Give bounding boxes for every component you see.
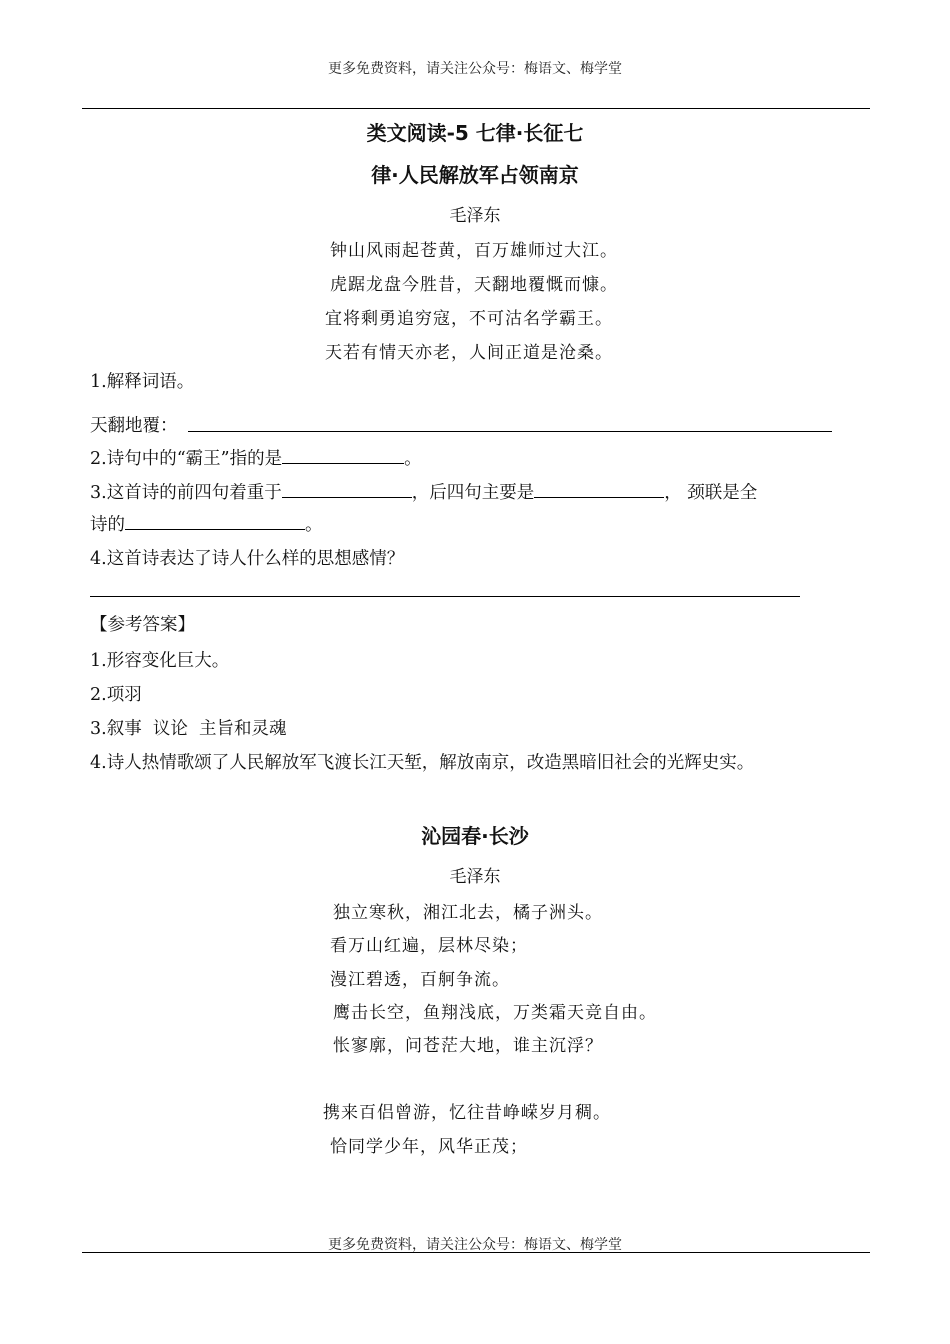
poem-line: 怅寥廓，问苍茫大地，谁主沉浮？ xyxy=(333,1036,603,1056)
answers-heading: 【参考答案】 xyxy=(90,615,195,635)
answer-blank-line xyxy=(188,431,832,432)
question-1-term: 天翻地覆： xyxy=(90,416,178,436)
poem-line: 虎踞龙盘今胜昔，天翻地覆慨而慷。 xyxy=(330,275,618,295)
header-rule xyxy=(82,108,870,109)
poem-line: 恰同学少年，风华正茂； xyxy=(330,1137,528,1157)
answer-item: 4.诗人热情歌颂了人民解放军飞渡长江天堑，解放南京，改造黑暗旧社会的光辉史实。 xyxy=(90,753,755,773)
question-2-text: 2.诗句中的“霸王”指的是 xyxy=(90,449,283,469)
poem-line: 钟山风雨起苍黄，百万雄师过大江。 xyxy=(330,241,618,261)
answer-item: 2.项羽 xyxy=(90,685,142,705)
answer-blank-line xyxy=(90,596,800,597)
question-3-suffix: 。 xyxy=(305,515,323,535)
question-1: 1.解释词语。 xyxy=(90,372,195,392)
poem-line: 宜将剩勇追穷寇，不可沽名学霸王。 xyxy=(325,309,613,329)
answer-blank xyxy=(534,479,664,498)
question-3-line2 xyxy=(90,511,323,536)
poem-line: 独立寒秋，湘江北去，橘子洲头。 xyxy=(333,903,603,923)
question-2-suffix: 。 xyxy=(404,449,422,469)
poem-line: 鹰击长空，鱼翔浅底，万类霜天竞自由。 xyxy=(333,1003,657,1023)
answer-item: 3.叙事 议论 主旨和灵魂 xyxy=(90,719,287,739)
question-3-text-2: ，后四句主要是 xyxy=(411,483,535,503)
footer-rule xyxy=(82,1252,870,1253)
answer-blank xyxy=(282,479,412,498)
question-3-text-3: ， 颈联是全 xyxy=(664,483,758,503)
question-3-text: 3.这首诗的前四句着重于 xyxy=(90,483,282,503)
question-3-text-4: 诗的 xyxy=(90,515,125,535)
poem-line: 看万山红遍，层林尽染； xyxy=(330,936,528,956)
section2-title: 沁园春·长沙 xyxy=(421,824,529,848)
answer-blank xyxy=(282,445,404,464)
answer-blank xyxy=(125,511,305,530)
question-3 xyxy=(90,479,757,504)
poem-line: 天若有情天亦老，人间正道是沧桑。 xyxy=(325,343,613,363)
section1-author: 毛泽东 xyxy=(449,206,501,226)
section1-title-line2: 律·人民解放军占领南京 xyxy=(371,163,579,187)
question-2 xyxy=(90,445,422,470)
page-footer-text: 更多免费资料，请关注公众号：梅语文、梅学堂 xyxy=(328,1237,622,1253)
page-header-text: 更多免费资料，请关注公众号：梅语文、梅学堂 xyxy=(328,61,622,77)
poem-line: 携来百侣曾游，忆往昔峥嵘岁月稠。 xyxy=(323,1103,611,1123)
section2-author: 毛泽东 xyxy=(449,867,501,887)
poem-line: 漫江碧透，百舸争流。 xyxy=(330,970,510,990)
section1-title-line1: 类文阅读-5 七律·长征七 xyxy=(366,121,584,145)
question-4: 4.这首诗表达了诗人什么样的思想感情？ xyxy=(90,549,405,569)
answer-item: 1.形容变化巨大。 xyxy=(90,651,230,671)
